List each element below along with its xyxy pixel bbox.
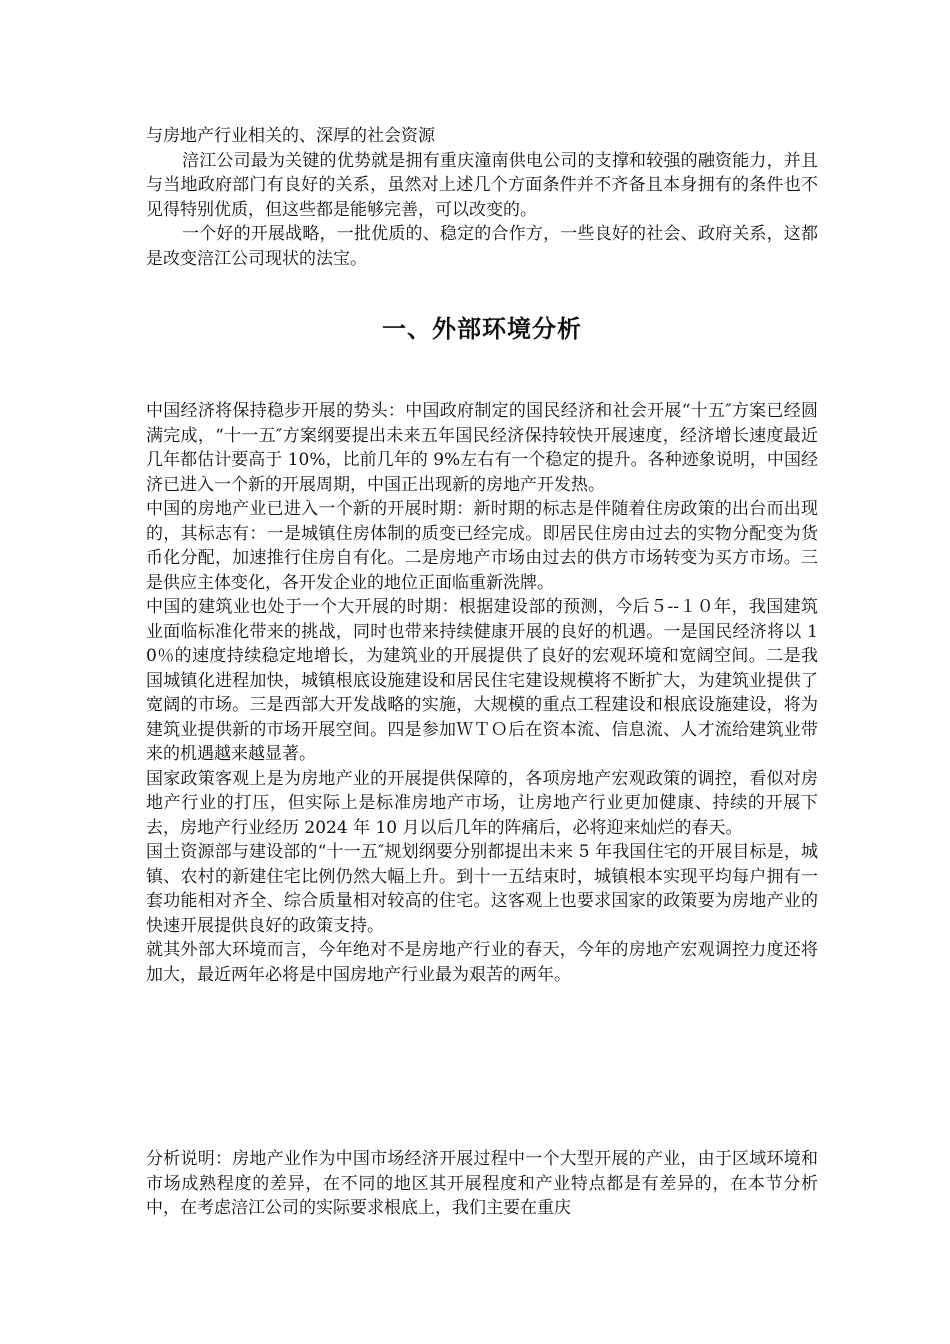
intro-paragraph-1: 涪江公司最为关键的优势就是拥有重庆潼南供电公司的支撑和较强的融资能力，并且与当地政府部门有良好的关系，虽然对上述几个方面条件并不齐备且本身拥有的条件也不见得特别优质，但这些都是能够完善，可以改变的。 xyxy=(146,150,818,220)
body-paragraph-economy: 中国经济将保持稳步开展的势头：中国政府制定的国民经济和社会开展“十五″方案已经圆满完成，“十一五″方案纲要提出未来五年国民经济保持较快开展速度，经济增长速度最近几年都估计要高于 10%，比前几年的 9%左右有一个稳定的提升。各种迹象说明，中国经济已进入一个新的开展周期，中国正出现新的房地产开发热。 xyxy=(146,401,818,495)
document-page xyxy=(146,124,818,1218)
body-paragraph-housing-plan: 国土资源部与建设部的“十一五″规划纲要分别都提出未来 5 年我国住宅的开展目标是，城镇、农村的新建住宅比例仍然大幅上升。到十一五结束时，城镇根本实现平均每户拥有一套功能相对齐全、综合质量相对较高的住宅。这客观上也要求国家的政策要为房地产业的快速开展提供良好的政策支持。 xyxy=(146,842,818,936)
body-paragraph-policy: 国家政策客观上是为房地产业的开展提供保障的，各项房地产宏观政策的调控，看似对房地产行业的打压，但实际上是标准房地产市场，让房地产行业更加健康、持续的开展下去，房地产行业经历 2024 年 10 月以后几年的阵痛后，必将迎来灿烂的春天。 xyxy=(146,768,818,838)
note-paragraph: 分析说明：房地产业作为中国市场经济开展过程中一个大型开展的产业，由于区域环境和市场成熟程度的差异，在不同的地区其开展程度和产业特点都是有差异的，在本节分析中，在考虑涪江公司的实际要求根底上，我们主要在重庆 xyxy=(146,1149,818,1218)
intro-line: 与房地产行业相关的、深厚的社会资源 xyxy=(146,126,435,146)
body-paragraph-summary: 就其外部大环境而言，今年绝对不是房地产行业的春天，今年的房地产宏观调控力度还将加大，最近两年必将是中国房地产行业最为艰苦的两年。 xyxy=(146,940,818,985)
intro-section xyxy=(146,124,818,271)
external-analysis-body xyxy=(146,399,818,987)
analysis-note xyxy=(146,1147,818,1221)
body-paragraph-construction: 中国的建筑业也处于一个大开展的时期：根据建设部的预测，今后５--１０年，我国建筑业面临标准化带来的挑战，同时也带来持续健康开展的良好的机遇。一是国民经济将以 10％的速度持续稳定地增长，为建筑业的开展提供了良好的宏观环境和宽阔空间。二是我国城镇化进程加快，城镇根底设施建设和居民住宅建设规模将不断扩大，为建筑业提供了宽阔的市场。三是西部大开发战略的实施，大规模的重点工程建设和根底设施建设，将为建筑业提供新的市场开展空间。四是参加ＷＴＯ后在资本流、信息流、人才流给建筑业带来的机遇越来越显著。 xyxy=(146,597,818,764)
section-heading-wrap xyxy=(146,314,818,344)
intro-paragraph-2: 一个好的开展战略，一批优质的、稳定的合作方，一些良好的社会、政府关系，这都是改变涪江公司现状的法宝。 xyxy=(146,224,818,269)
section-heading: 一、外部环境分析 xyxy=(382,314,582,343)
body-paragraph-real-estate: 中国的房地产业已进入一个新的开展时期：新时期的标志是伴随着住房政策的出台而出现的，其标志有：一是城镇住房体制的质变已经完成。即居民住房由过去的实物分配变为货币化分配，加速推行住房自有化。二是房地产市场由过去的供方市场转变为买方市场。三是供应主体变化，各开发企业的地位正面临重新洗牌。 xyxy=(146,499,818,593)
